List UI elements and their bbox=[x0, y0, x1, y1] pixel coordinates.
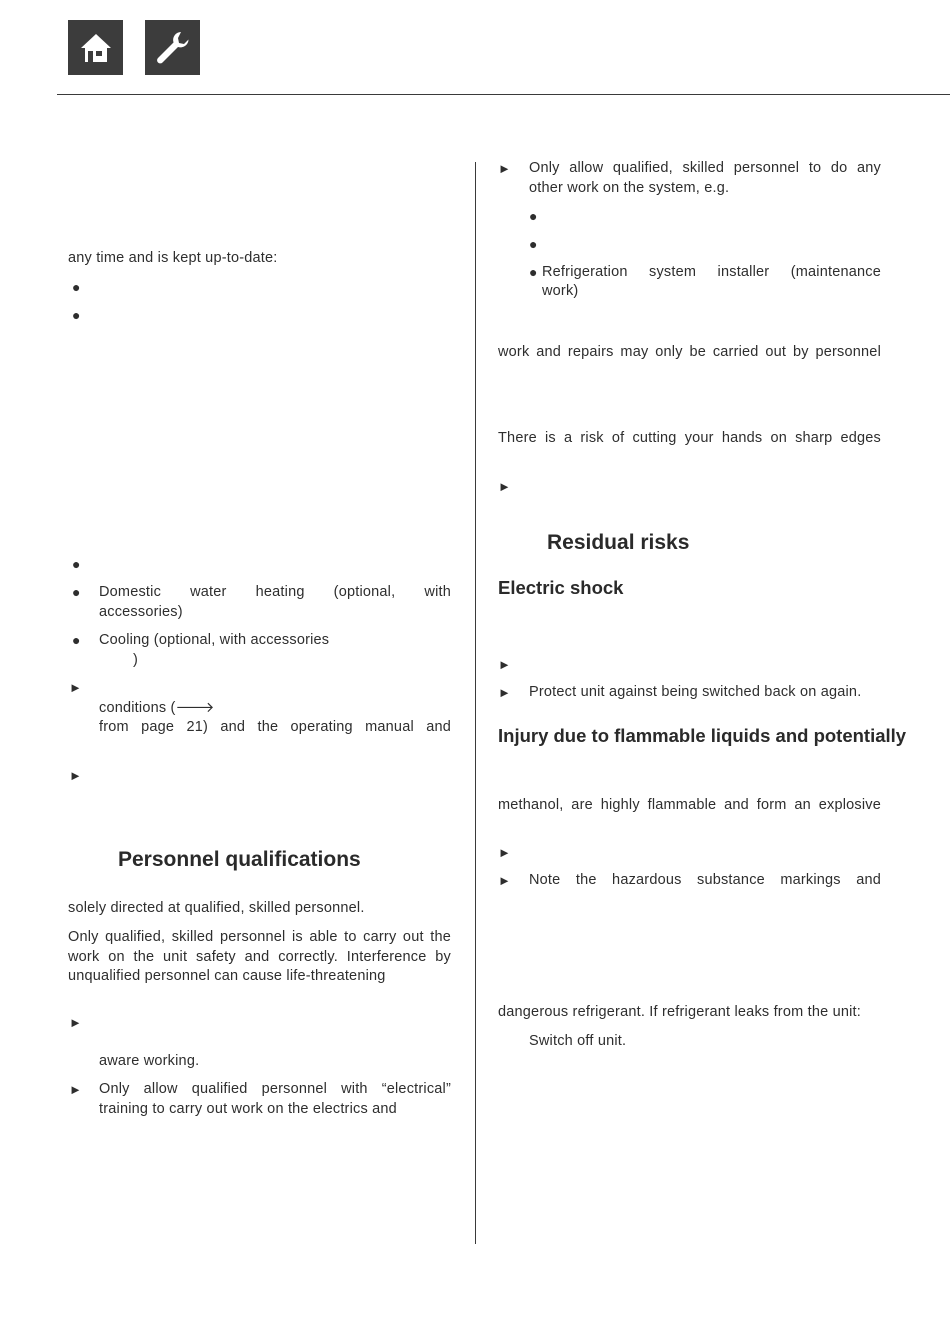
column-divider bbox=[475, 162, 476, 1244]
arrow-marker: ► bbox=[498, 873, 511, 888]
flammable-liquids-heading: Injury due to flammable liquids and potentially bbox=[498, 725, 907, 746]
bullet-marker: ● bbox=[72, 584, 81, 600]
bullet-marker: ● bbox=[529, 208, 538, 224]
list-item-accessories: accessories) bbox=[99, 604, 183, 620]
arrow-marker: ► bbox=[498, 479, 511, 494]
personnel-qualifications-heading: Personnel qualifications bbox=[118, 848, 361, 871]
hazardous-markings-text: Note the hazardous substance markings and bbox=[529, 872, 881, 888]
aware-working-text: aware working. bbox=[99, 1053, 200, 1069]
bullet-marker: ● bbox=[529, 236, 538, 252]
header-rule bbox=[57, 94, 950, 95]
bullet-marker: ● bbox=[72, 279, 81, 295]
other-work-text: Only allow qualified, skilled personnel to do any other work on the system, e.g. bbox=[529, 160, 881, 196]
bullet-marker: ● bbox=[72, 556, 81, 572]
refrigeration-installer-text: Refrigeration system installer (maintenance bbox=[542, 264, 881, 280]
list-item-domestic-water: Domestic water heating (optional, with bbox=[99, 584, 451, 600]
arrow-marker: ► bbox=[498, 161, 511, 176]
home-icon bbox=[79, 31, 113, 65]
arrow-marker: ► bbox=[69, 768, 82, 783]
unqualified-warning-text: Only qualified, skilled personnel is able to carry out the work on the unit safety and correctly. Interference by unqualified personnel can cause life-threatening bbox=[68, 929, 451, 984]
page-reference-text: from page 21) and the operating manual and bbox=[99, 719, 451, 735]
arrow-marker: ► bbox=[69, 1082, 82, 1097]
arrow-marker: ► bbox=[498, 845, 511, 860]
methanol-text: methanol, are highly flammable and form an explosive bbox=[498, 797, 881, 813]
kept-up-to-date-text: any time and is kept up-to-date: bbox=[68, 250, 278, 266]
bullet-marker: ● bbox=[529, 264, 538, 280]
sharp-edges-text: There is a risk of cutting your hands on sharp edges bbox=[498, 430, 881, 446]
bullet-marker: ● bbox=[72, 632, 81, 648]
residual-risks-heading: Residual risks bbox=[547, 531, 690, 554]
skilled-personnel-text: solely directed at qualified, skilled personnel. bbox=[68, 900, 365, 916]
arrow-marker: ► bbox=[498, 657, 511, 672]
electrical-training-text: Only allow qualified personnel with “electrical” training to carry out work on the electrics and bbox=[99, 1081, 451, 1117]
switch-off-text: Switch off unit. bbox=[529, 1033, 627, 1049]
repairs-text: work and repairs may only be carried out by personnel bbox=[498, 344, 881, 360]
protect-unit-text: Protect unit against being switched back on again. bbox=[529, 684, 862, 700]
home-button[interactable] bbox=[68, 20, 123, 75]
list-item-cooling: Cooling (optional, with accessories bbox=[99, 632, 330, 648]
arrow-marker: ► bbox=[69, 680, 82, 695]
conditions-text: conditions (🡒 bbox=[99, 700, 215, 716]
electric-shock-heading: Electric shock bbox=[498, 577, 624, 598]
list-item-cooling-close: ) bbox=[133, 652, 139, 668]
arrow-marker: ► bbox=[69, 1015, 82, 1030]
wrench-icon bbox=[154, 29, 192, 67]
bullet-marker: ● bbox=[72, 307, 81, 323]
dangerous-refrigerant-text: dangerous refrigerant. If refrigerant leaks from the unit: bbox=[498, 1004, 861, 1020]
tools-button[interactable] bbox=[145, 20, 200, 75]
arrow-marker: ► bbox=[498, 685, 511, 700]
maintenance-work-text: work) bbox=[542, 283, 579, 299]
